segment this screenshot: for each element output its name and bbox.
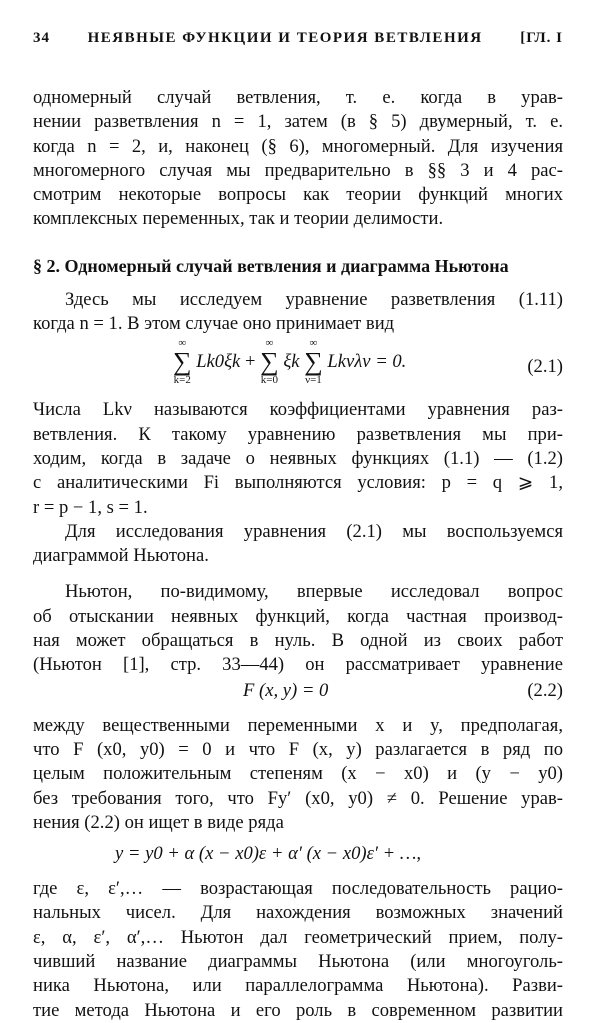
- text-line: Для исследования уравнения (2.1) мы воспользуемся: [65, 520, 563, 542]
- text-line: ветвления. К такому уравнению разветвления мы при-: [33, 423, 563, 445]
- paragraph-4: [33, 580, 563, 677]
- text-line: нения (2.2) он ищет в виде ряда: [33, 811, 284, 833]
- running-header: [33, 30, 563, 52]
- text-line: когда n = 1. В этом случае оно принимает вид: [33, 313, 395, 335]
- paragraph-1: [33, 288, 563, 337]
- text-line: нении разветвления n = 1, затем (в § 5) двумерный, т. е.: [33, 111, 563, 133]
- text-line: с аналитическими Fi выполняются условия: p = q ⩾ 1,: [33, 472, 563, 494]
- equation-number: (2.2): [527, 679, 563, 701]
- text-line: ника Ньютона, или параллелограмма Ньютона). Разви-: [33, 975, 563, 997]
- book-page: [33, 30, 563, 1023]
- text-line: ная может обращаться в нуль. В одной из своих работ: [33, 630, 563, 652]
- text-line: нальных чисел. Для нахождения возможных значений: [33, 902, 563, 924]
- sum-symbol: ∞ ∑ k=0: [260, 337, 279, 387]
- text-line: (Ньютон [1], стр. 33—44) он рассматривает уравнение: [33, 654, 563, 676]
- text-line: диаграммой Ньютона.: [33, 545, 209, 567]
- text-line: r = p − 1, s = 1.: [33, 496, 148, 518]
- equation-2-1: ∞ ∑ k=2 Lk0ξk + ∞ ∑ k=0 ξk ∞ ∑ ν=1 Lkνλν = 0. (2.1): [173, 337, 563, 387]
- text-line: Здесь мы исследуем уравнение разветвления (1.11): [65, 288, 563, 310]
- text-line: многомерного случая мы предварительно в §§ 3 и 4 рас-: [33, 159, 563, 181]
- text-line: где ε, ε′,… — возрастающая последовательность рацио-: [33, 878, 563, 900]
- text-line: когда n = 2, и, наконец (§ 6), многомерный. Для изучения: [33, 135, 563, 157]
- text-line: одномерный случай ветвления, т. е. когда в урав-: [33, 87, 563, 108]
- equation-number: (2.1): [527, 356, 563, 378]
- section-heading: § 2. Одномерный случай ветвления и диаграмма Ньютона: [33, 255, 509, 276]
- text-line: целым положительным степеням (x − x0) и (y − y0): [33, 763, 563, 785]
- equation-body: y = y0 + α (x − x0)ε + α′ (x − x0)ε′ + …,: [115, 843, 422, 865]
- equation-term: Lkνλν = 0.: [327, 351, 407, 373]
- text-line: ходим, когда в задаче о неявных функциях (1.1) — (1.2): [33, 447, 563, 469]
- text-line: Ньютон, по-видимому, впервые исследовал вопрос: [65, 581, 563, 603]
- sum-symbol: ∞ ∑ ν=1: [304, 337, 323, 387]
- running-title: НЕЯВНЫЕ ФУНКЦИИ И ТЕОРИЯ ВЕТВЛЕНИЯ: [87, 30, 483, 46]
- text-line: комплексных переменных, так и теории делимости.: [33, 208, 444, 230]
- paragraph-3: [33, 520, 563, 569]
- equation-term: ξk: [283, 351, 300, 373]
- text-line: что F (x0, y0) = 0 и что F (x, y) разлагается в ряд по: [33, 738, 563, 760]
- sum-symbol: ∞ ∑ k=2: [173, 337, 192, 387]
- paragraph-2: [33, 398, 563, 519]
- equation-2-2: [33, 678, 563, 704]
- text-line: тие метода Ньютона и его роль в современном развитии: [33, 999, 563, 1021]
- equation-term: Lk0ξk: [196, 351, 241, 373]
- text-line: ε, α, ε′, α′,… Ньютон дал геометрический прием, полу-: [33, 926, 563, 948]
- text-line: без требования того, что Fy′ (x0, y0) ≠ 0. Решение урав-: [33, 787, 563, 809]
- intro-paragraph: [33, 86, 563, 232]
- page-number: 34: [33, 30, 50, 46]
- equation-body: F (x, y) = 0: [243, 679, 329, 701]
- paragraph-5: [33, 714, 563, 835]
- text-line: между вещественными переменными x и y, предполагая,: [33, 714, 563, 736]
- text-line: смотрим некоторые вопросы как теории функций многих: [33, 184, 563, 206]
- chapter-label: [ГЛ. I: [520, 30, 563, 46]
- text-line: об отыскании неявных функций, когда частная производ-: [33, 605, 563, 627]
- text-line: Числа Lkν называются коэффициентами уравнения раз-: [33, 399, 563, 421]
- text-line: чивший название диаграммы Ньютона (или многоуголь-: [33, 951, 563, 973]
- paragraph-6: [33, 877, 563, 1023]
- series-equation: [33, 841, 563, 871]
